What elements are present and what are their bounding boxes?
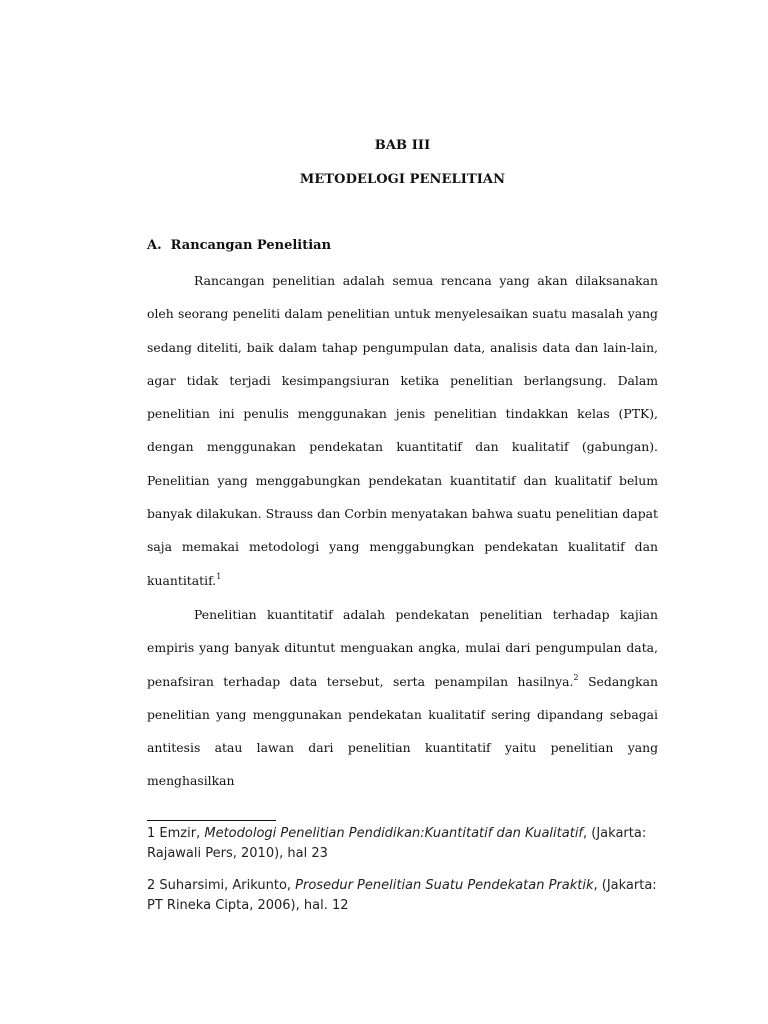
footnote-1-author: Emzir, [159,826,201,841]
footnote-1 [147,824,667,864]
paragraph-1 [147,264,658,597]
footnote-1-number: 1 [147,826,156,841]
footnote-ref-2: 2 [573,672,579,682]
paragraph-2-text-a: Penelitian kuantitatif adalah pendekatan penelitian terhadap kajian empiris yang banyak dituntut menguakan angka, mulai dari pengumpulan data, penafsiran terhadap data tersebut, serta penampilan hasilnya. [147,607,658,689]
footnote-2-publication: , (Jakarta: PT Rineka Cipta, 2006), hal. 12 [147,878,657,913]
footnote-2-number: 2 [147,878,156,893]
paragraph-1-text: Rancangan penelitian adalah semua rencana yang akan dilaksanakan oleh seorang peneliti dalam penelitian untuk menyelesaikan suatu masalah yang sedang diteliti, baik dalam tahap pengumpulan data, analisis data dan lain-lain, agar tidak terjadi kesimpangsiuran ketika penelitian berlangsung. Dalam penelitian ini penulis menggunakan jenis penelitian tindakkan kelas (PTK), dengan menggunakan pendekatan kuantitatif dan kualitatif (gabungan). Penelitian yang menggabungkan pendekatan kuantitatif dan kualitatif belum banyak dilakukan. Strauss dan Corbin menyatakan bahwa suatu penelitian dapat saja memakai metodologi yang menggabungkan pendekatan kualitatif dan kuantitatif. [147,273,658,588]
footnote-ref-1: 1 [216,571,222,581]
chapter-title: METODELOGI PENELITIAN [299,172,506,187]
footnote-2-title: Prosedur Penelitian Suatu Pendekatan Praktik [295,878,594,893]
section-heading: A. Rancangan Penelitian [147,238,332,253]
footnote-1-title: Metodologi Penelitian Pendidikan:Kuantitatif dan Kualitatif [204,826,584,841]
chapter-number: BAB III [374,138,431,153]
footnote-2 [147,876,667,916]
footnote-separator [147,820,276,821]
paragraph-2-text-b: Sedangkan penelitian yang menggunakan pendekatan kualitatif sering dipandang sebagai antitesis atau lawan dari penelitian kuantitatif yaitu penelitian yang menghasilkan [147,673,658,789]
footnote-1-publication: , (Jakarta: Rajawali Pers, 2010), hal 23 [147,826,647,861]
footnote-2-author: Suharsimi, Arikunto, [159,878,292,893]
paragraph-2 [147,598,658,798]
